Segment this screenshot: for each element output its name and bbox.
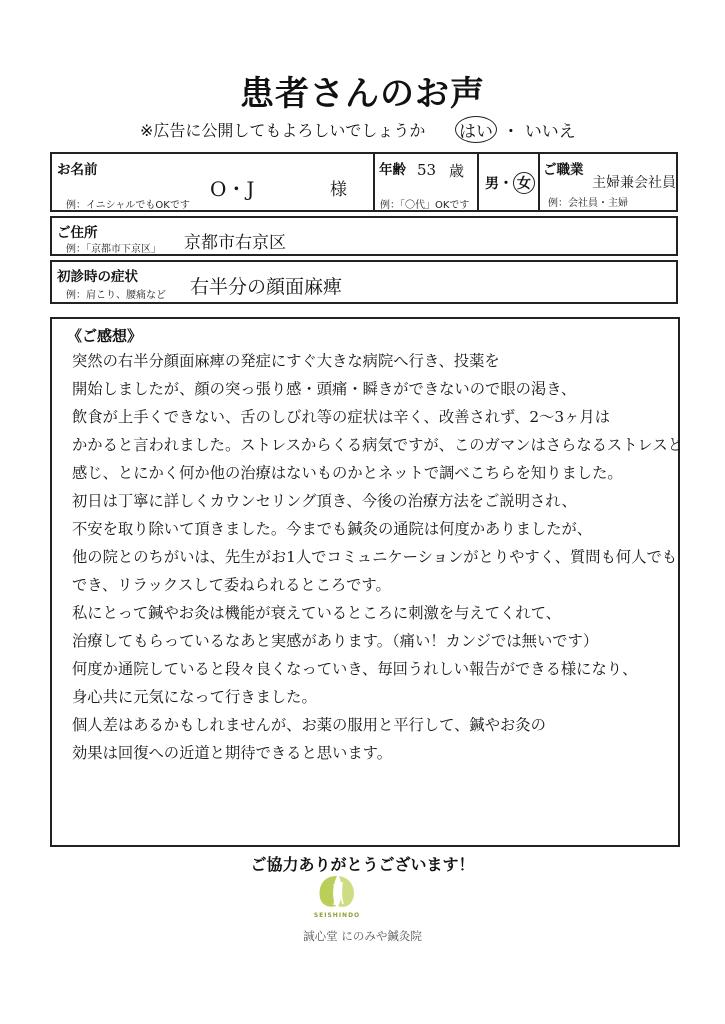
info-row-address — [50, 216, 678, 256]
age-hint: 例：「〇代」OKです — [380, 200, 470, 211]
address-label: ご住所 — [57, 225, 98, 241]
occupation-label: ご職業 — [543, 162, 584, 178]
impression-line: 初日は丁寧に詳しくカウンセリング頂き、今後の治療方法をご説明され、 — [72, 492, 577, 510]
symptom-hint: 例：肩こり、腰痛など — [66, 290, 166, 301]
consent-question: ※広告に公開してもよろしいでしょうか — [140, 121, 426, 140]
clinic-name: 誠心堂 にのみや鍼灸院 — [303, 929, 422, 943]
gender-male[interactable]: 男 — [485, 176, 499, 192]
consent-no[interactable]: いいえ — [524, 122, 576, 142]
clinic-logo — [312, 872, 362, 920]
impression-line: 他の院とのちがいは、先生がお1人でコミュニケーションがとりやすく、質問も何人でも — [72, 548, 678, 566]
age-value[interactable]: 53 — [417, 161, 437, 179]
name-hint: 例：イニシャルでもOKです — [66, 200, 190, 211]
impression-line: 治療してもらっているなあと実感があります。（痛い！カンジでは無いです） — [72, 632, 599, 650]
impression-line: 飲食が上手くできない、舌のしびれ等の症状は辛く、改善されず、2〜3ヶ月は — [72, 408, 611, 426]
logo-brand-text: SEISHINDO — [313, 912, 361, 919]
impression-line: 何度か通院していると段々良くなっていき、毎回うれしい報告ができる様になり、 — [72, 660, 638, 678]
info-row-name — [50, 152, 678, 212]
impression-line: 不安を取り除いて頂きました。今までも鍼灸の通院は何度かありましたが、 — [72, 520, 593, 538]
impression-line: でき、リラックスして委ねられるところです。 — [72, 576, 391, 594]
gender-female[interactable]: 女 — [513, 172, 535, 194]
thanks-message: ご協力ありがとうございます！ — [250, 855, 475, 874]
age-label: 年齢 — [379, 162, 406, 178]
impression-line: かかると言われました。ストレスからくる病気ですが、このガマンはさらなるストレスと — [72, 436, 683, 454]
age-unit: 歳 — [449, 162, 465, 180]
impression-line: 突然の右半分顔面麻痺の発症にすぐ大きな病院へ行き、投薬を — [72, 352, 500, 370]
symptom-label: 初診時の症状 — [57, 269, 138, 285]
impressions-box — [50, 317, 683, 847]
impression-line: 効果は回復への近道と期待できると思います。 — [72, 744, 393, 762]
consent-separator: ・ — [502, 122, 520, 142]
gender-field — [485, 172, 535, 194]
consent-yes[interactable]: はい — [455, 116, 497, 143]
occupation-value[interactable]: 主婦兼会社員 — [592, 175, 676, 191]
name-label: お名前 — [57, 162, 98, 178]
impression-line: 個人差はあるかもしれませんが、お薬の服用と平行して、鍼やお灸の — [72, 716, 546, 734]
symptom-value[interactable]: 右半分の顔面麻痺 — [190, 276, 343, 298]
address-value[interactable]: 京都市右京区 — [184, 233, 286, 253]
address-hint: 例：「京都市下京区」 — [66, 244, 161, 255]
impressions-heading: 《ご感想》 — [67, 327, 143, 345]
impression-line: 身心共に元気になって行きました。 — [72, 688, 317, 706]
impression-line: 私にとって鍼やお灸は機能が衰えているところに刺激を与えてくれて、 — [72, 604, 561, 622]
page-title: 患者さんのお声 — [240, 74, 485, 114]
impression-line: 感じ、とにかく何か他の治療はないものかとネットで調べこちらを知りました。 — [72, 464, 623, 482]
impression-line: 開始しましたが、顔の突っ張り感・頭痛・瞬きができないので眼の渇き、 — [72, 380, 577, 398]
occupation-hint: 例：会社員・主婦 — [548, 198, 628, 209]
name-value[interactable]: O・J — [210, 177, 255, 201]
consent-options — [455, 116, 576, 143]
name-suffix: 様 — [330, 180, 347, 200]
gender-separator: ・ — [499, 176, 513, 192]
info-row-symptom — [50, 260, 678, 304]
